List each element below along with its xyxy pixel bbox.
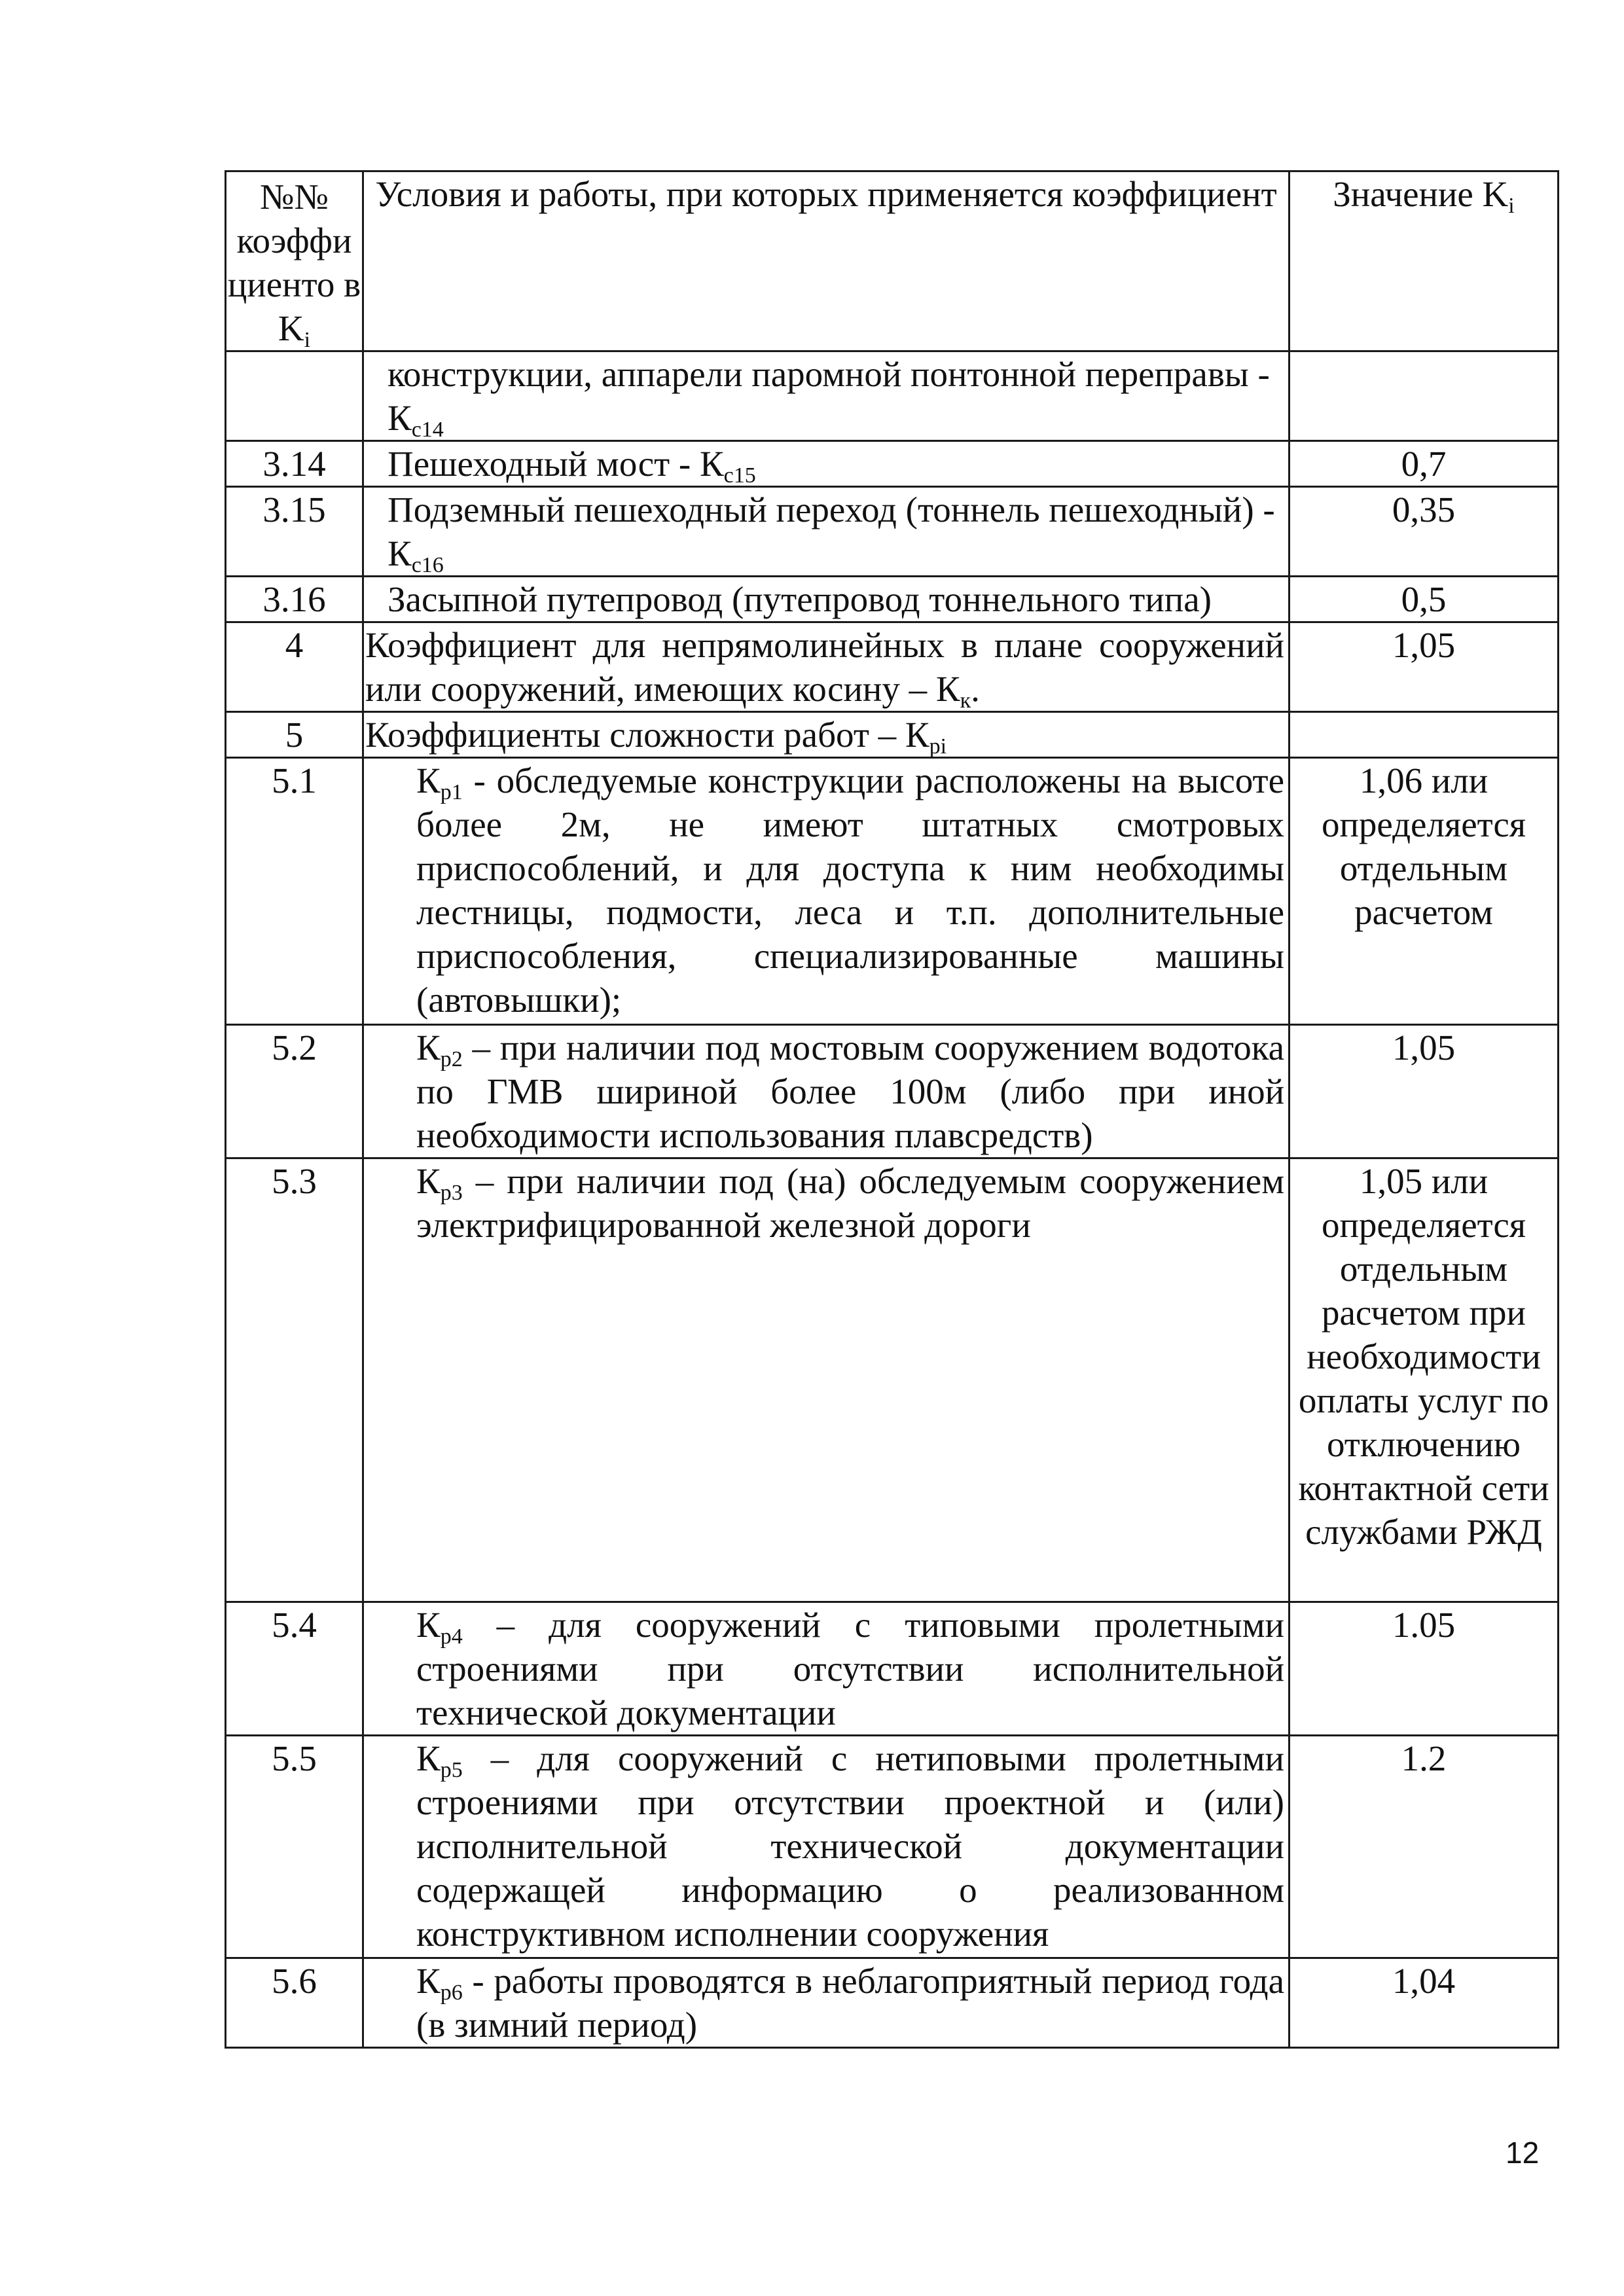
header-num-subscript: i xyxy=(304,328,311,352)
table-row xyxy=(226,1958,1559,2048)
row-condition xyxy=(363,351,1290,441)
header-value-label: Значение K xyxy=(1333,174,1509,214)
row-number: 3.15 xyxy=(226,487,363,577)
row-value: 1,05 или определяется отдельным расчетом при необходимости оплаты услуг по отключению контактной сети службами РЖД xyxy=(1290,1158,1559,1602)
header-num-cell xyxy=(226,171,363,351)
header-num-label: №№ коэффи циенто в K xyxy=(227,177,361,348)
row-condition-subscript: с16 xyxy=(411,553,444,577)
row-condition-subscript: к xyxy=(960,689,971,713)
row-value: 1.2 xyxy=(1290,1736,1559,1958)
row-number: 5.1 xyxy=(226,758,363,1025)
row-condition-subscript: p5 xyxy=(440,1758,463,1782)
coefficients-table xyxy=(225,170,1559,2049)
row-value xyxy=(1290,351,1559,441)
row-condition xyxy=(363,622,1290,712)
row-condition-text: Засыпной путепровод (путепровод тоннельного типа) xyxy=(388,579,1212,619)
row-condition xyxy=(363,1958,1290,2048)
row-condition xyxy=(363,1025,1290,1158)
table-row xyxy=(226,577,1559,622)
row-condition-subscript: p1 xyxy=(440,780,463,804)
table-row xyxy=(226,1602,1559,1736)
row-condition-prefix: К xyxy=(416,1961,441,2001)
row-condition-prefix: К xyxy=(416,761,441,800)
row-condition xyxy=(363,712,1290,758)
row-condition xyxy=(363,487,1290,577)
row-condition-subscript: p4 xyxy=(440,1624,463,1649)
table-row xyxy=(226,1158,1559,1602)
row-condition xyxy=(363,1602,1290,1736)
table-row xyxy=(226,1736,1559,1958)
header-condition-label: Условия и работы, при которых применяется коэффициент xyxy=(375,174,1277,214)
table-row xyxy=(226,351,1559,441)
row-condition-text: Коэффициент для непрямолинейных в плане сооружений или сооружений, имеющих косину – К xyxy=(365,625,1284,709)
row-condition-tail: . xyxy=(971,669,980,709)
header-value-subscript: i xyxy=(1508,194,1515,218)
row-number: 3.14 xyxy=(226,441,363,487)
row-value: 1.05 xyxy=(1290,1602,1559,1736)
row-condition-text: - работы проводятся в неблагоприятный период года (в зимний период) xyxy=(416,1961,1284,2045)
row-condition-text: конструкции, аппарели паромной понтонной переправы - К xyxy=(388,354,1270,438)
row-condition-prefix: К xyxy=(416,1161,441,1201)
row-value: 0,7 xyxy=(1290,441,1559,487)
row-number: 5.5 xyxy=(226,1736,363,1958)
table-row xyxy=(226,622,1559,712)
row-condition-text: – для сооружений с типовыми пролетными строениями при отсутствии исполнительной технической документации xyxy=(416,1605,1284,1732)
row-value: 0,5 xyxy=(1290,577,1559,622)
row-condition-prefix: К xyxy=(416,1605,441,1645)
table-row xyxy=(226,487,1559,577)
row-condition-subscript: p2 xyxy=(440,1047,463,1071)
row-number: 3.16 xyxy=(226,577,363,622)
row-number: 5.2 xyxy=(226,1025,363,1158)
table-header-row xyxy=(226,171,1559,351)
row-condition-subscript: p6 xyxy=(440,1981,463,2005)
row-number: 5 xyxy=(226,712,363,758)
header-condition-cell xyxy=(363,171,1290,351)
row-condition-text: Подземный пешеходный переход (тоннель пешеходный) - К xyxy=(388,490,1275,573)
row-condition-subscript: p3 xyxy=(440,1181,463,1205)
row-condition xyxy=(363,441,1290,487)
row-condition-text: - обследуемые конструкции расположены на высоте более 2м, не имеют штатных смотровых приспособлений, и для доступа к ним необходимы лестницы, подмости, леса и т.п. дополнительные приспособления, специализированные машины (автовышки); xyxy=(416,761,1284,1020)
row-condition-text: Пешеходный мост - К xyxy=(388,444,724,484)
row-number: 5.4 xyxy=(226,1602,363,1736)
row-value: 0,35 xyxy=(1290,487,1559,577)
row-value xyxy=(1290,712,1559,758)
row-number: 5.6 xyxy=(226,1958,363,2048)
row-condition-text: Коэффициенты сложности работ – К xyxy=(365,715,929,755)
row-condition-subscript: с15 xyxy=(723,463,756,488)
row-condition-prefix: К xyxy=(416,1738,441,1778)
row-condition xyxy=(363,758,1290,1025)
row-value: 1,05 xyxy=(1290,622,1559,712)
row-condition-text: – для сооружений с нетиповыми пролетными строениями при отсутствии проектной и (или) исполнительной технической документации содержащей информацию о реализованном конструктивном исполнении сооружения xyxy=(416,1738,1284,1954)
table-row xyxy=(226,1025,1559,1158)
row-condition xyxy=(363,1736,1290,1958)
row-condition-text: – при наличии под мостовым сооружением водотока по ГМВ шириной более 100м (либо при иной необходимости использования плавсредств) xyxy=(416,1028,1284,1155)
page-number: 12 xyxy=(1506,2136,1540,2170)
table-row xyxy=(226,712,1559,758)
row-condition-subscript: с14 xyxy=(411,418,444,442)
table-row xyxy=(226,758,1559,1025)
row-condition xyxy=(363,577,1290,622)
row-value: 1,06 или определяется отдельным расчетом xyxy=(1290,758,1559,1025)
row-condition-prefix: К xyxy=(416,1028,441,1067)
table-row xyxy=(226,441,1559,487)
row-condition-subscript: pi xyxy=(929,734,947,759)
row-number xyxy=(226,351,363,441)
row-value: 1,05 xyxy=(1290,1025,1559,1158)
row-condition-text: – при наличии под (на) обследуемым сооружением электрифицированной железной дороги xyxy=(416,1161,1284,1245)
row-number: 5.3 xyxy=(226,1158,363,1602)
header-value-cell xyxy=(1290,171,1559,351)
row-condition xyxy=(363,1158,1290,1602)
row-number: 4 xyxy=(226,622,363,712)
row-value: 1,04 xyxy=(1290,1958,1559,2048)
